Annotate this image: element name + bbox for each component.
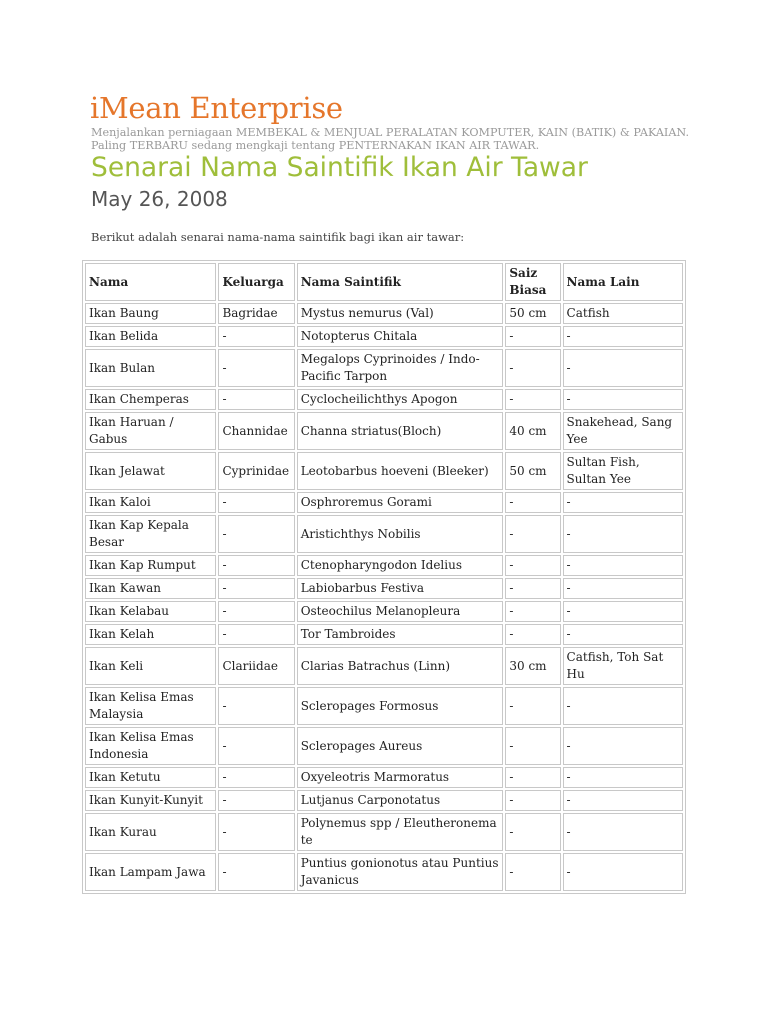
table-row (85, 767, 683, 788)
cell-nama-saintifik: Cyclocheilichthys Apogon (297, 389, 504, 410)
cell-saiz: - (505, 727, 560, 765)
cell-nama-saintifik: Ctenopharyngodon Idelius (297, 555, 504, 576)
cell-nama-saintifik: Polynemus spp / Eleutheronema te (297, 813, 504, 851)
cell-nama-saintifik: Labiobarbus Festiva (297, 578, 504, 599)
cell-keluarga: - (218, 326, 294, 347)
cell-nama-lain: - (563, 389, 683, 410)
cell-nama: Ikan Kaloi (85, 492, 216, 513)
cell-keluarga: - (218, 790, 294, 811)
cell-saiz: 40 cm (505, 412, 560, 450)
cell-keluarga: Bagridae (218, 303, 294, 324)
table-row (85, 813, 683, 851)
cell-keluarga: - (218, 813, 294, 851)
table-row (85, 349, 683, 387)
table-row (85, 687, 683, 725)
cell-nama: Ikan Lampam Jawa (85, 853, 216, 891)
table-row (85, 790, 683, 811)
cell-nama: Ikan Baung (85, 303, 216, 324)
cell-nama-lain: - (563, 687, 683, 725)
cell-saiz: - (505, 813, 560, 851)
cell-keluarga: - (218, 515, 294, 553)
cell-saiz: - (505, 492, 560, 513)
cell-nama-lain: - (563, 515, 683, 553)
header-nama-saintifik: Nama Saintifik (297, 263, 504, 301)
cell-saiz: - (505, 790, 560, 811)
cell-nama-lain: - (563, 853, 683, 891)
blog-title[interactable]: iMean Enterprise (90, 91, 343, 125)
cell-keluarga: - (218, 492, 294, 513)
cell-keluarga: Cyprinidae (218, 452, 294, 490)
cell-nama-saintifik: Osphroremus Gorami (297, 492, 504, 513)
cell-nama-lain: - (563, 492, 683, 513)
cell-nama: Ikan Kelisa Emas Indonesia (85, 727, 216, 765)
cell-keluarga: - (218, 578, 294, 599)
cell-nama-saintifik: Mystus nemurus (Val) (297, 303, 504, 324)
cell-saiz: 50 cm (505, 303, 560, 324)
cell-saiz: - (505, 515, 560, 553)
header-keluarga: Keluarga (218, 263, 294, 301)
post-title[interactable]: Senarai Nama Saintifik Ikan Air Tawar (91, 152, 588, 183)
cell-nama-lain: - (563, 601, 683, 622)
cell-keluarga: Channidae (218, 412, 294, 450)
cell-nama-saintifik: Lutjanus Carponotatus (297, 790, 504, 811)
cell-nama-lain: Sultan Fish, Sultan Yee (563, 452, 683, 490)
table-row (85, 389, 683, 410)
table-row (85, 727, 683, 765)
cell-saiz: 30 cm (505, 647, 560, 685)
cell-nama: Ikan Keli (85, 647, 216, 685)
table-row (85, 853, 683, 891)
cell-nama-lain: - (563, 349, 683, 387)
cell-keluarga: Clariidae (218, 647, 294, 685)
cell-nama-lain: - (563, 624, 683, 645)
cell-nama-lain: Catfish (563, 303, 683, 324)
table-row (85, 492, 683, 513)
cell-nama-saintifik: Scleropages Aureus (297, 727, 504, 765)
cell-nama: Ikan Kurau (85, 813, 216, 851)
cell-saiz: - (505, 624, 560, 645)
cell-keluarga: - (218, 389, 294, 410)
cell-nama: Ikan Kap Kepala Besar (85, 515, 216, 553)
table-row (85, 555, 683, 576)
cell-nama-lain: - (563, 813, 683, 851)
cell-nama-saintifik: Leotobarbus hoeveni (Bleeker) (297, 452, 504, 490)
cell-nama: Ikan Belida (85, 326, 216, 347)
cell-nama-lain: Snakehead, Sang Yee (563, 412, 683, 450)
cell-saiz: - (505, 349, 560, 387)
cell-nama-saintifik: Puntius gonionotus atau Puntius Javanicus (297, 853, 504, 891)
table-row (85, 452, 683, 490)
cell-nama-saintifik: Clarias Batrachus (Linn) (297, 647, 504, 685)
cell-keluarga: - (218, 767, 294, 788)
cell-nama: Ikan Jelawat (85, 452, 216, 490)
cell-nama-saintifik: Aristichthys Nobilis (297, 515, 504, 553)
cell-nama: Ikan Kunyit-Kunyit (85, 790, 216, 811)
header-saiz-biasa: Saiz Biasa (505, 263, 560, 301)
table-row (85, 601, 683, 622)
table-row (85, 303, 683, 324)
cell-keluarga: - (218, 853, 294, 891)
cell-nama-lain: Catfish, Toh Sat Hu (563, 647, 683, 685)
cell-nama-saintifik: Tor Tambroides (297, 624, 504, 645)
cell-nama: Ikan Kap Rumput (85, 555, 216, 576)
post-date: May 26, 2008 (91, 187, 228, 211)
table-header-row (85, 263, 683, 301)
cell-nama: Ikan Kawan (85, 578, 216, 599)
cell-nama-saintifik: Osteochilus Melanopleura (297, 601, 504, 622)
cell-nama: Ikan Kelah (85, 624, 216, 645)
cell-nama-saintifik: Oxyeleotris Marmoratus (297, 767, 504, 788)
cell-nama: Ikan Kelabau (85, 601, 216, 622)
cell-nama-saintifik: Megalops Cyprinoides / Indo-Pacific Tarpon (297, 349, 504, 387)
cell-saiz: - (505, 555, 560, 576)
table-row (85, 647, 683, 685)
table-row (85, 412, 683, 450)
cell-nama: Ikan Ketutu (85, 767, 216, 788)
table-row (85, 515, 683, 553)
cell-keluarga: - (218, 727, 294, 765)
table-row (85, 578, 683, 599)
fish-table (82, 260, 686, 894)
cell-saiz: - (505, 578, 560, 599)
cell-saiz: 50 cm (505, 452, 560, 490)
post-intro: Berikut adalah senarai nama-nama saintifik bagi ikan air tawar: (91, 230, 465, 244)
table-row (85, 624, 683, 645)
cell-nama-lain: - (563, 790, 683, 811)
blog-tagline: Menjalankan perniagaan MEMBEKAL & MENJUAL PERALATAN KOMPUTER, KAIN (BATIK) & PAKAIAN. Paling TERBARU sedang mengkaji tentang PENTERNAKAN IKAN AIR TAWAR. (91, 126, 690, 152)
cell-nama-lain: - (563, 555, 683, 576)
cell-nama-lain: - (563, 578, 683, 599)
cell-saiz: - (505, 853, 560, 891)
cell-saiz: - (505, 601, 560, 622)
cell-saiz: - (505, 326, 560, 347)
cell-keluarga: - (218, 601, 294, 622)
table-row (85, 326, 683, 347)
cell-nama-saintifik: Channa striatus(Bloch) (297, 412, 504, 450)
cell-saiz: - (505, 767, 560, 788)
cell-keluarga: - (218, 555, 294, 576)
header-nama: Nama (85, 263, 216, 301)
cell-keluarga: - (218, 687, 294, 725)
cell-nama: Ikan Kelisa Emas Malaysia (85, 687, 216, 725)
cell-nama-saintifik: Scleropages Formosus (297, 687, 504, 725)
cell-saiz: - (505, 687, 560, 725)
cell-saiz: - (505, 389, 560, 410)
cell-nama: Ikan Haruan / Gabus (85, 412, 216, 450)
cell-nama-lain: - (563, 326, 683, 347)
cell-nama: Ikan Bulan (85, 349, 216, 387)
cell-keluarga: - (218, 624, 294, 645)
cell-nama: Ikan Chemperas (85, 389, 216, 410)
cell-nama-lain: - (563, 727, 683, 765)
cell-nama-lain: - (563, 767, 683, 788)
header-nama-lain: Nama Lain (563, 263, 683, 301)
cell-keluarga: - (218, 349, 294, 387)
cell-nama-saintifik: Notopterus Chitala (297, 326, 504, 347)
